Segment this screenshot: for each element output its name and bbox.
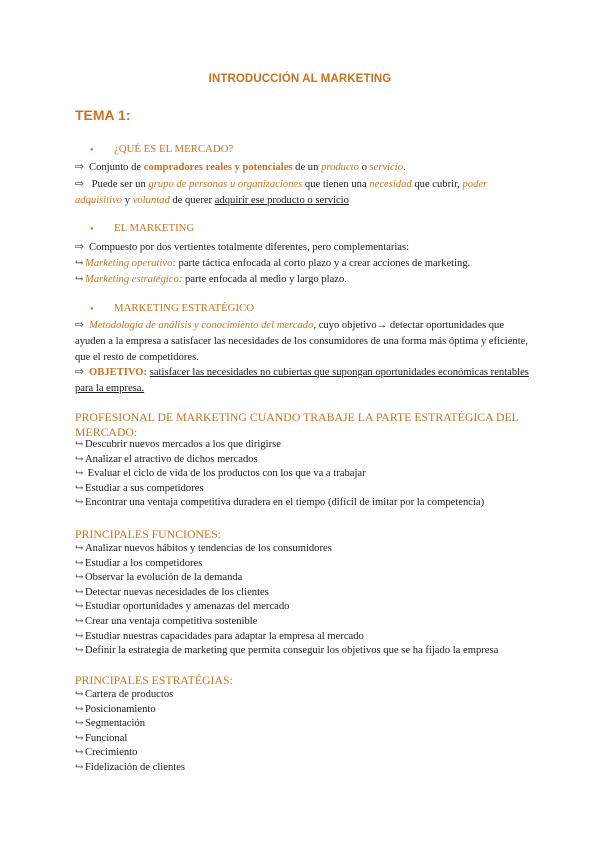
bullet-dot-icon: ● (90, 305, 94, 312)
marketing-operativo: ↪ Marketing operativo: parte táctica enfocada al corto plazo y a crear acciones de marketing. (75, 258, 471, 269)
section-profesional-heading: PROFESIONAL DE MARKETING CUANDO TRABAJE LA PARTE ESTRATÉGICA DEL MERCADO: (75, 410, 519, 439)
hook-arrow-icon: ↪ (75, 586, 84, 598)
section-mercado-heading: ● ¿QUÉ ES EL MERCADO? (90, 143, 234, 155)
hook-arrow-icon: ↪ (75, 258, 84, 269)
document-title: INTRODUCCIÓN AL MARKETING (208, 73, 392, 85)
list-item: ↪ Estudiar a los competidores (75, 557, 498, 572)
estrategias-list (75, 688, 185, 776)
list-item: ↪ Analizar el atractivo de dichos mercados (75, 453, 484, 468)
hook-arrow-icon: ↪ (75, 703, 84, 715)
list-item: ↪ Crear una ventaja competitiva sostenible (75, 615, 498, 630)
list-item: ↪ Estudiar nuestras capacidades para adaptar la empresa al mercado (75, 630, 498, 645)
section-marketing-heading: ● EL MARKETING (90, 222, 195, 234)
double-arrow-icon: ⇨ (75, 179, 84, 190)
list-item: ↪ Evaluar el ciclo de vida de los productos con los que va a trabajar (75, 467, 484, 482)
hook-arrow-icon: ↪ (75, 630, 84, 642)
list-item: ↪ Funcional (75, 732, 185, 747)
right-arrow-icon: → (376, 320, 388, 331)
bullet-dot-icon: ● (90, 225, 94, 232)
hook-arrow-icon: ↪ (75, 543, 84, 554)
double-arrow-icon: ⇨ (75, 242, 84, 253)
estrategico-objetivo: ⇨ OBJETIVO: satisfacer las necesidades no cubiertas que supongan oportunidades económicas rentables para la empresa. (75, 367, 529, 394)
section-funciones-heading: PRINCIPALES FUNCIONES: (75, 527, 222, 541)
double-arrow-icon: ⇨ (75, 162, 84, 173)
marketing-estrategico: ↪ Marketing estratégico: parte enfocada al medio y largo plazo. (75, 274, 347, 285)
hook-arrow-icon: ↪ (75, 689, 84, 700)
list-item: ↪ Detectar nuevas necesidades de los clientes (75, 586, 498, 601)
list-item: ↪ Analizar nuevos hábitos y tendencias de los consumidores (75, 542, 498, 557)
mercado-definition: ⇨ Conjunto de compradores reales y potenciales de un producto o servicio. (75, 162, 406, 173)
hook-arrow-icon: ↪ (75, 468, 84, 480)
hook-arrow-icon: ↪ (75, 453, 84, 465)
list-item: ↪ Crecimiento (75, 746, 185, 761)
hook-arrow-icon: ↪ (75, 732, 84, 744)
list-item: ↪ Definir la estrategia de marketing que permita conseguir los objetivos que se ha fijado la empresa (75, 644, 498, 659)
hook-arrow-icon: ↪ (75, 557, 84, 569)
double-arrow-icon: ⇨ (75, 367, 84, 378)
estrategico-definition: ⇨ Metodología de análisis y conocimiento del mercado, cuyo objetivo→ detectar oportunidades que ayuden a la empresa a satisfacer las necesidades de los consumidores de una forma más óptima y eficiente, que el resto de competidores. (75, 320, 529, 363)
section-estrategico-heading: ● MARKETING ESTRATÉGICO (90, 302, 255, 314)
hook-arrow-icon: ↪ (75, 274, 84, 285)
list-item: ↪ Descubrir nuevos mercados a los que dirigirse (75, 438, 484, 453)
section-estrategias-heading: PRINCIPALES ESTRATÉGIAS: (75, 673, 233, 687)
hook-arrow-icon: ↪ (75, 747, 84, 759)
hook-arrow-icon: ↪ (75, 615, 84, 627)
double-arrow-icon: ⇨ (75, 320, 84, 331)
hook-arrow-icon: ↪ (75, 645, 84, 657)
list-item: ↪ Estudiar a sus competidores (75, 482, 484, 497)
list-item: ↪ Encontrar una ventaja competitiva duradera en el tiempo (difícil de imitar por la competencia) (75, 496, 484, 511)
hook-arrow-icon: ↪ (75, 572, 84, 584)
list-item: ↪ Estudiar oportunidades y amenazas del mercado (75, 600, 498, 615)
hook-arrow-icon: ↪ (75, 439, 84, 450)
hook-arrow-icon: ↪ (75, 718, 84, 730)
funciones-list (75, 542, 498, 659)
list-item: ↪ Posicionamiento (75, 703, 185, 718)
hook-arrow-icon: ↪ (75, 601, 84, 613)
list-item: ↪ Cartera de productos (75, 688, 185, 703)
list-item: ↪ Segmentación (75, 717, 185, 732)
bullet-dot-icon: ● (90, 146, 94, 153)
tema-heading: TEMA 1: (75, 107, 131, 123)
mercado-description: ⇨ Puede ser un grupo de personas u organizaciones que tienen una necesidad que cubrir, poder adquisitivo y voluntad de querer adquirir ese producto o servicio (75, 179, 488, 206)
hook-arrow-icon: ↪ (75, 497, 84, 509)
list-item: ↪ Observar la evolución de la demanda (75, 571, 498, 586)
hook-arrow-icon: ↪ (75, 482, 84, 494)
list-item: ↪ Fidelización de clientes (75, 761, 185, 776)
hook-arrow-icon: ↪ (75, 761, 84, 773)
profesional-list (75, 438, 484, 511)
marketing-vertientes: ⇨ Compuesto por dos vertientes totalmente diferentes, pero complementarias: (75, 242, 410, 253)
